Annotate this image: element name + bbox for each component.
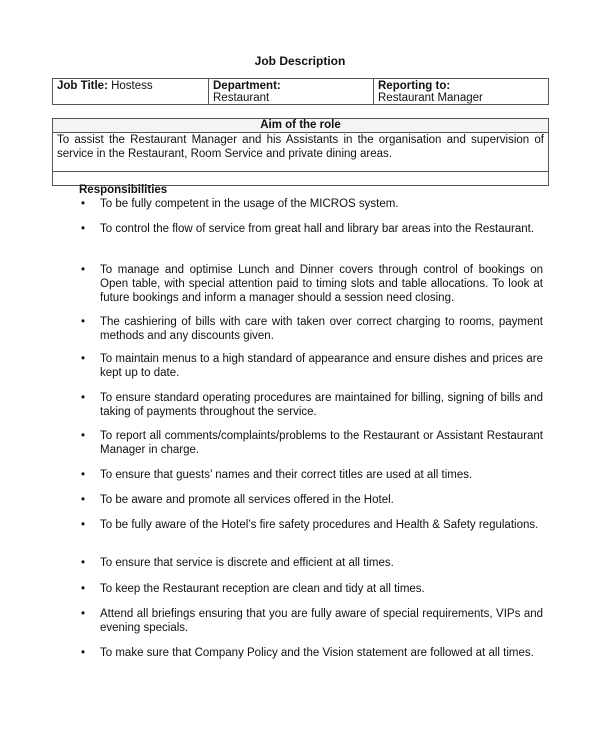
list-item xyxy=(78,646,543,660)
list-item xyxy=(78,391,543,419)
list-item xyxy=(78,556,543,570)
list-item-text: To be fully competent in the usage of the MICROS system. xyxy=(100,198,399,210)
list-item xyxy=(78,222,543,236)
list-item-text: To maintain menus to a high standard of appearance and ensure dishes and prices are kept up to date. xyxy=(100,353,543,379)
bullet-icon: • xyxy=(80,583,86,595)
list-item-text: To keep the Restaurant reception are clean and tidy at all times. xyxy=(100,583,425,595)
aim-of-role-box xyxy=(52,118,549,186)
list-item-text: Attend all briefings ensuring that you are fully aware of special requirements, VIPs and evening specials. xyxy=(100,608,543,634)
bullet-icon: • xyxy=(80,469,86,481)
job-title-label: Job Title: xyxy=(57,80,108,92)
list-item-text: To ensure that service is discrete and efficient at all times. xyxy=(100,557,394,569)
bullet-icon: • xyxy=(80,430,86,442)
reporting-cell xyxy=(374,79,548,104)
bullet-icon: • xyxy=(80,223,86,235)
job-info-table xyxy=(52,78,549,105)
bullet-icon: • xyxy=(80,519,86,531)
document-title: Job Description xyxy=(254,54,346,68)
list-item xyxy=(78,197,543,211)
list-item xyxy=(78,582,543,596)
aim-divider xyxy=(53,171,548,172)
list-item-text: To control the flow of service from great hall and library bar areas into the Restaurant. xyxy=(100,223,535,235)
list-item xyxy=(78,315,543,343)
bullet-icon: • xyxy=(80,494,86,506)
department-label: Department: xyxy=(213,80,281,92)
list-item xyxy=(78,493,543,507)
list-item-text: The cashiering of bills with care with taken over correct charging to rooms, payment methods and any discounts given. xyxy=(100,316,543,342)
list-item xyxy=(78,263,543,305)
bullet-icon: • xyxy=(80,264,86,276)
list-item xyxy=(78,429,543,457)
reporting-value: Restaurant Manager xyxy=(378,92,483,104)
department-cell xyxy=(209,79,374,104)
bullet-icon: • xyxy=(80,557,86,569)
bullet-icon: • xyxy=(80,608,86,620)
job-title-cell xyxy=(53,79,209,104)
list-item xyxy=(78,468,543,482)
list-item-text: To make sure that Company Policy and the Vision statement are followed at all times. xyxy=(100,647,534,659)
list-item-text: To manage and optimise Lunch and Dinner covers through control of bookings on Open table, with special attention paid to timing slots and table allocations. To look at future bookings and inform a manager should a session need closing. xyxy=(100,264,543,304)
list-item-text: To report all comments/complaints/problems to the Restaurant or Assistant Restaurant Manager in charge. xyxy=(100,430,543,456)
list-item-text: To be aware and promote all services offered in the Hotel. xyxy=(100,494,394,506)
list-item-text: To ensure that guests’ names and their correct titles are used at all times. xyxy=(100,469,473,481)
bullet-icon: • xyxy=(80,353,86,365)
aim-text: To assist the Restaurant Manager and his Assistants in the organisation and supervision of service in the Restaurant, Room Service and private dining areas. xyxy=(57,134,544,160)
list-item xyxy=(78,607,543,635)
bullet-icon: • xyxy=(80,392,86,404)
department-value: Restaurant xyxy=(213,92,270,104)
list-item xyxy=(78,518,543,532)
reporting-label: Reporting to: xyxy=(378,80,451,92)
list-item-text: To be fully aware of the Hotel’s fire safety procedures and Health & Safety regulations. xyxy=(100,519,539,531)
bullet-icon: • xyxy=(80,647,86,659)
job-title-value: Hostess xyxy=(111,80,153,92)
aim-heading: Aim of the role xyxy=(53,119,548,133)
list-item-text: To ensure standard operating procedures are maintained for billing, signing of bills and taking of payments throughout the service. xyxy=(100,392,543,418)
responsibilities-heading: Responsibilities xyxy=(79,184,168,196)
bullet-icon: • xyxy=(80,198,86,210)
list-item xyxy=(78,352,543,380)
bullet-icon: • xyxy=(80,316,86,328)
